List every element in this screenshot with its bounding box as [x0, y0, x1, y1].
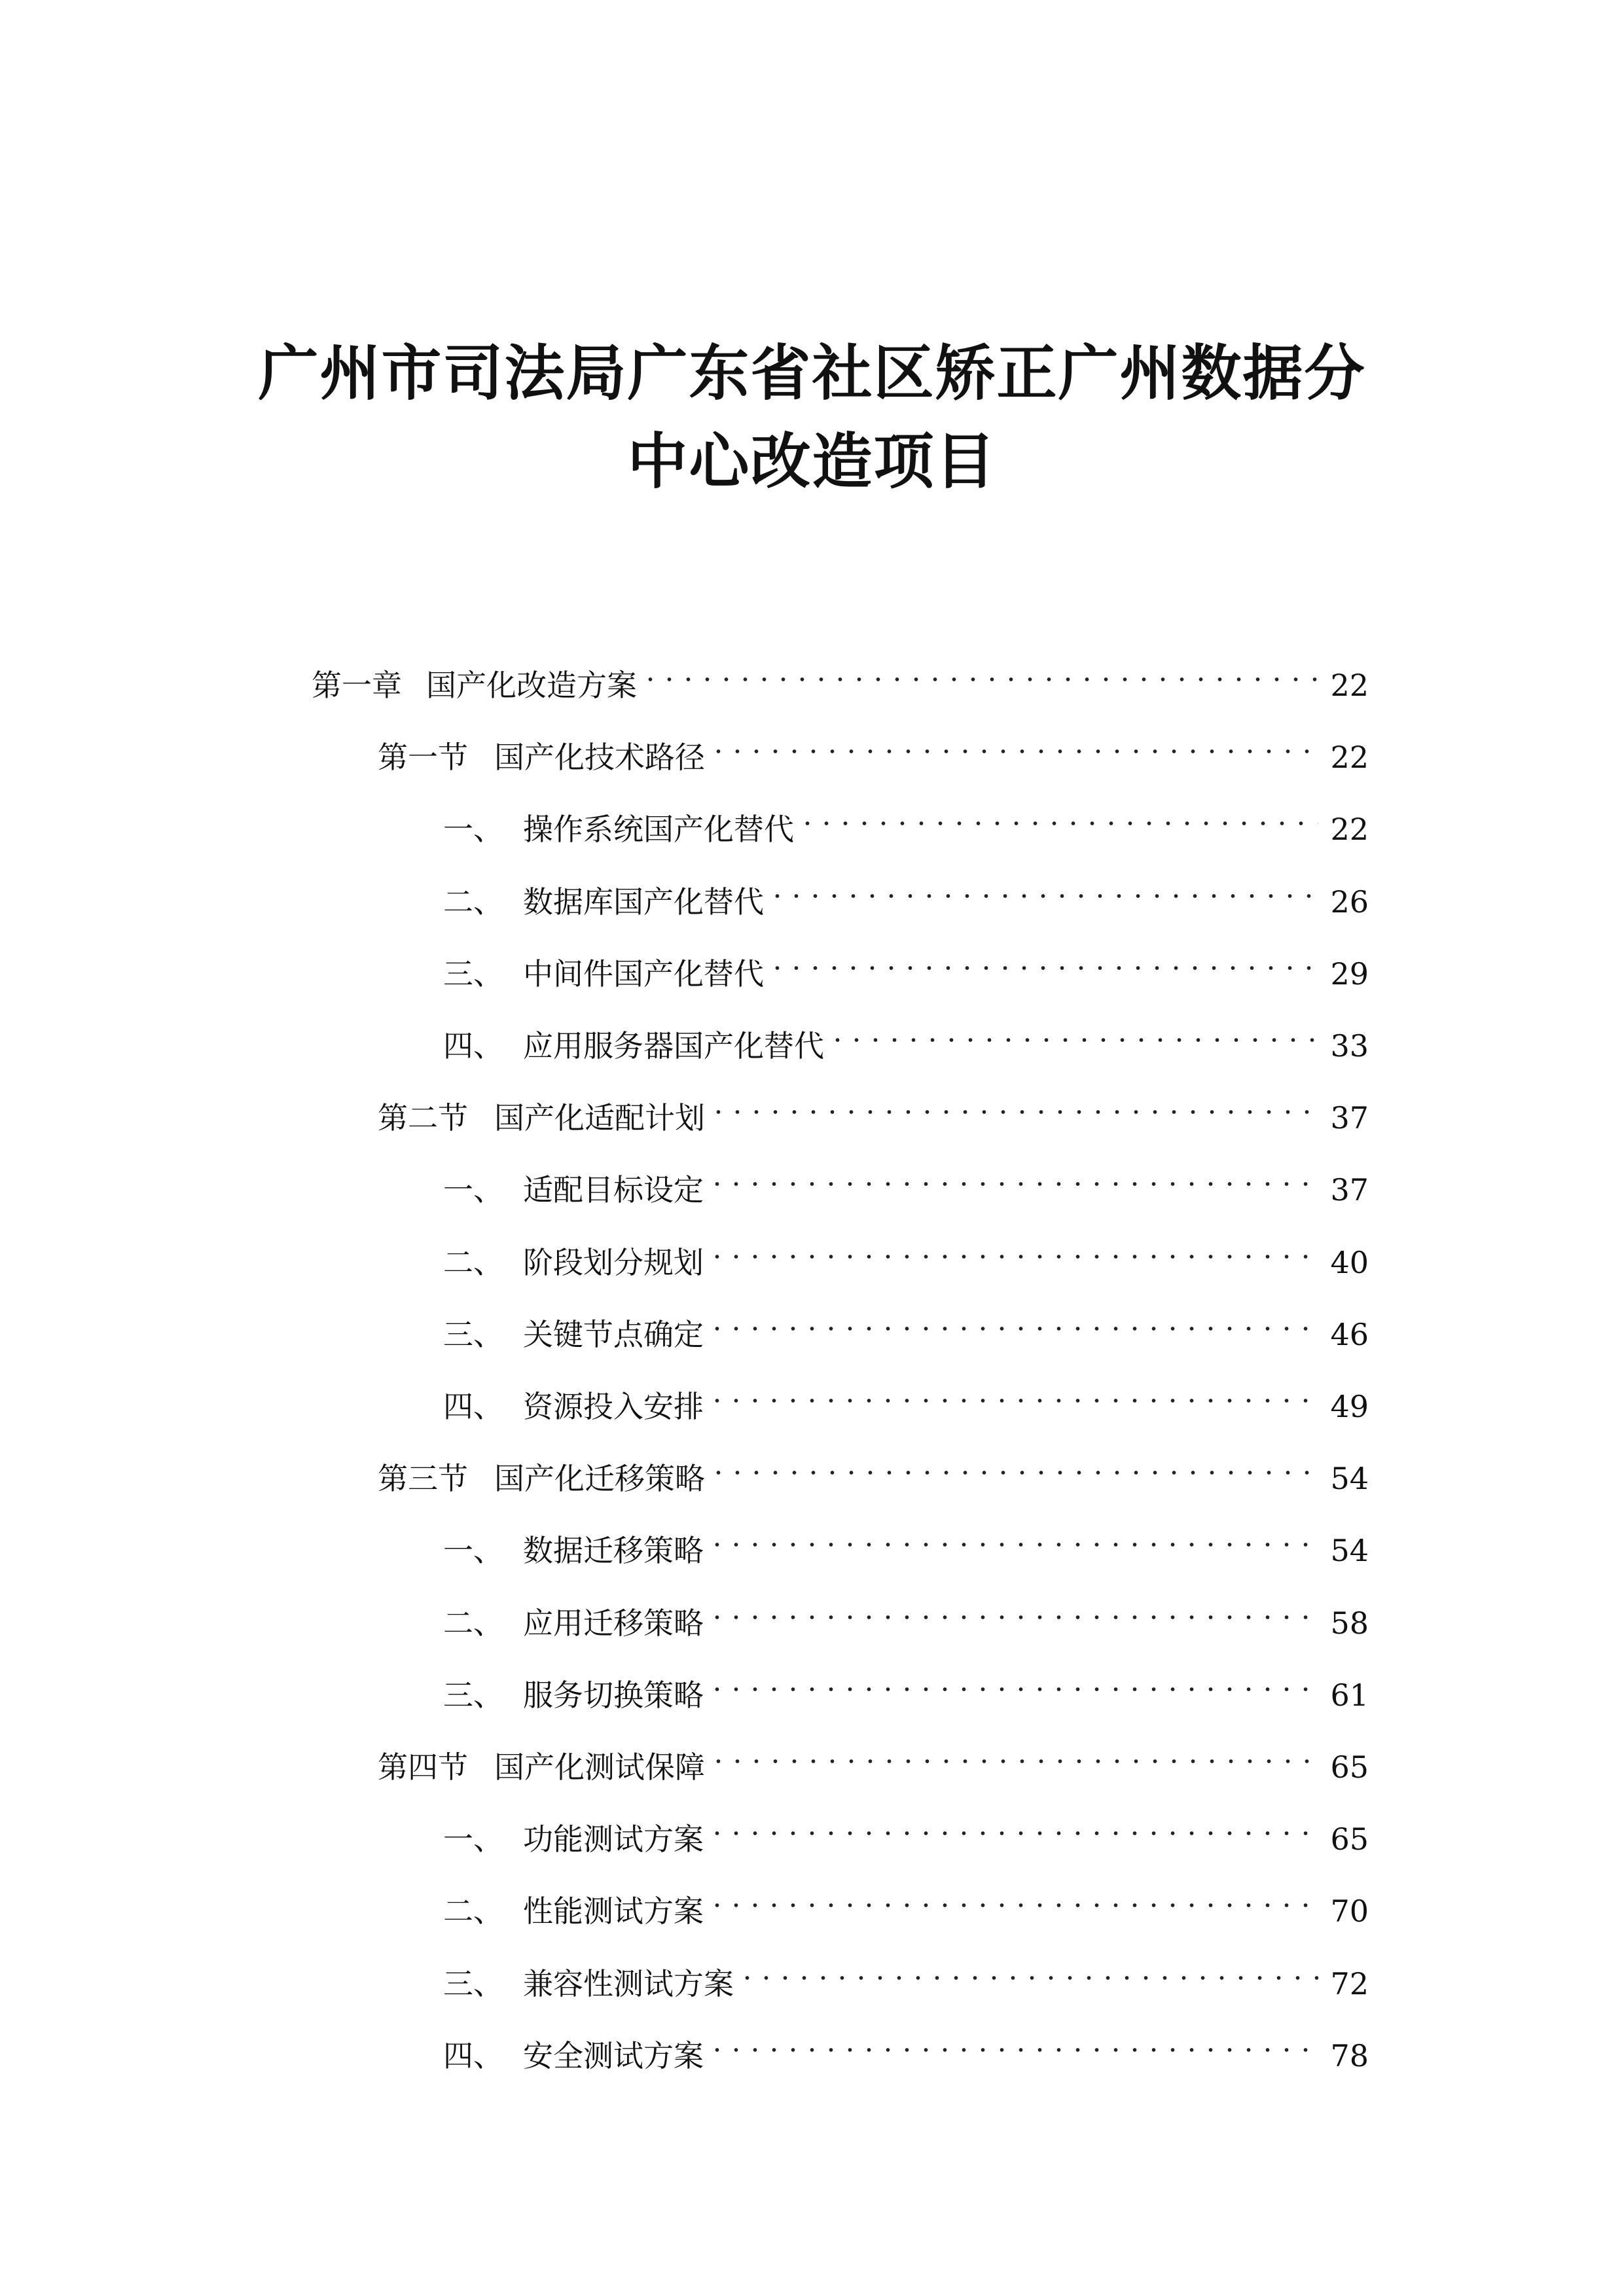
toc-leader-dots [708, 1804, 1318, 1850]
toc-entry[interactable] [378, 722, 1369, 776]
toc-entry-label: 兼容性测试方案 [523, 1965, 734, 2001]
toc-entry-page-number: 78 [1330, 2037, 1369, 2073]
toc-entry-number: 二、 [443, 884, 503, 920]
toc-leader-dots [738, 1948, 1318, 1994]
toc-entry-number: 一、 [443, 1821, 503, 1857]
toc-entry-label: 国产化技术路径 [494, 740, 705, 776]
toc-entry-number: 二、 [443, 1893, 503, 1929]
toc-entry[interactable] [443, 867, 1369, 920]
toc-entry[interactable] [443, 1660, 1369, 1713]
toc-entry[interactable] [443, 1948, 1369, 2001]
toc-entry-label: 功能测试方案 [523, 1821, 704, 1857]
toc-entry-label: 国产化测试保障 [494, 1749, 705, 1785]
toc-leader-dots [768, 939, 1318, 984]
toc-entry-number: 四、 [443, 1028, 503, 1064]
toc-entry[interactable] [378, 1732, 1369, 1785]
toc-entry-page-number: 37 [1330, 1100, 1369, 1136]
toc-leader-dots [708, 2020, 1318, 2066]
toc-entry-label: 国产化适配计划 [494, 1100, 705, 1136]
toc-leader-dots [708, 1660, 1318, 1706]
toc-entry-page-number: 33 [1330, 1028, 1369, 1064]
toc-leader-dots [708, 1371, 1318, 1417]
toc-entry-number: 二、 [443, 1244, 503, 1280]
toc-entry[interactable] [443, 2020, 1369, 2073]
toc-entry-label: 中间件国产化替代 [523, 956, 764, 992]
toc-leader-dots [708, 1299, 1318, 1345]
toc-entry-page-number: 54 [1330, 1461, 1369, 1497]
toc-entry-page-number: 72 [1330, 1965, 1369, 2001]
toc-entry[interactable] [443, 1371, 1369, 1424]
toc-entry[interactable] [443, 1011, 1369, 1064]
toc-entry-number: 三、 [443, 1316, 503, 1352]
toc-entry[interactable] [443, 1515, 1369, 1569]
toc-entry[interactable] [443, 1299, 1369, 1352]
toc-leader-dots [708, 1588, 1318, 1634]
toc-entry-number: 第二节 [378, 1100, 468, 1136]
toc-entry[interactable] [443, 1804, 1369, 1857]
toc-entry[interactable] [378, 1083, 1369, 1136]
toc-leader-dots [708, 1155, 1318, 1200]
toc-leader-dots [708, 1515, 1318, 1561]
toc-entry-page-number: 65 [1330, 1821, 1369, 1857]
toc-entry[interactable] [443, 1155, 1369, 1208]
toc-entry-label: 数据迁移策略 [523, 1533, 704, 1569]
toc-entry-label: 安全测试方案 [523, 2037, 704, 2073]
toc-entry[interactable] [443, 939, 1369, 992]
toc-entry-page-number: 58 [1330, 1605, 1369, 1641]
toc-entry-label: 操作系统国产化替代 [523, 812, 794, 848]
toc-entry-page-number: 61 [1330, 1677, 1369, 1713]
toc-entry-label: 阶段划分规划 [523, 1244, 704, 1280]
toc-entry-number: 第四节 [378, 1749, 468, 1785]
toc-entry-page-number: 65 [1330, 1749, 1369, 1785]
toc-entry-label: 应用服务器国产化替代 [523, 1028, 824, 1064]
toc-entry-page-number: 22 [1330, 668, 1369, 703]
toc-entry-page-number: 49 [1330, 1389, 1369, 1424]
toc-leader-dots [708, 1876, 1318, 1922]
toc-entry-label: 资源投入安排 [523, 1389, 704, 1424]
toc-entry-page-number: 22 [1330, 812, 1369, 848]
toc-entry[interactable] [312, 650, 1369, 703]
toc-entry-label: 关键节点确定 [523, 1316, 704, 1352]
toc-entry-page-number: 40 [1330, 1244, 1369, 1280]
toc-entry[interactable] [443, 1588, 1369, 1641]
toc-leader-dots [828, 1011, 1318, 1056]
toc-entry-label: 国产化改造方案 [426, 668, 637, 703]
toc-entry-number: 第三节 [378, 1461, 468, 1497]
toc-entry-number: 四、 [443, 2037, 503, 2073]
toc-leader-dots [798, 794, 1318, 840]
toc-entry-number: 四、 [443, 1389, 503, 1424]
toc-entry-number: 三、 [443, 1677, 503, 1713]
toc-entry-page-number: 37 [1330, 1172, 1369, 1208]
toc-entry-label: 服务切换策略 [523, 1677, 704, 1713]
toc-entry-number: 一、 [443, 1172, 503, 1208]
toc-entry[interactable] [443, 794, 1369, 848]
toc-entry-number: 第一节 [378, 740, 468, 776]
toc-entry-label: 性能测试方案 [523, 1893, 704, 1929]
document-title-line-2: 中心改造项目 [627, 427, 997, 497]
toc-entry[interactable] [378, 1443, 1369, 1497]
toc-entry-page-number: 46 [1330, 1316, 1369, 1352]
toc-leader-dots [709, 722, 1318, 768]
toc-entry-number: 三、 [443, 1965, 503, 2001]
toc-leader-dots [708, 1227, 1318, 1273]
toc-leader-dots [709, 1083, 1318, 1128]
toc-leader-dots [709, 1732, 1318, 1778]
toc-entry-label: 应用迁移策略 [523, 1605, 704, 1641]
toc-entry-number: 一、 [443, 812, 503, 848]
toc-entry-page-number: 26 [1330, 884, 1369, 920]
document-title-line-1: 广州市司法局广东省社区矫正广州数据分 [258, 338, 1366, 408]
toc-entry[interactable] [443, 1876, 1369, 1929]
toc-entry-label: 国产化迁移策略 [494, 1461, 705, 1497]
toc-entry-number: 一、 [443, 1533, 503, 1569]
toc-entry-number: 第一章 [312, 668, 402, 703]
toc-entry[interactable] [443, 1227, 1369, 1280]
toc-entry-page-number: 29 [1330, 956, 1369, 992]
toc-entry-label: 数据库国产化替代 [523, 884, 764, 920]
toc-entry-page-number: 22 [1330, 740, 1369, 776]
toc-leader-dots [709, 1443, 1318, 1489]
toc-leader-dots [641, 650, 1318, 696]
toc-entry-page-number: 70 [1330, 1893, 1369, 1929]
toc-leader-dots [768, 867, 1318, 912]
toc-entry-page-number: 54 [1330, 1533, 1369, 1569]
toc-entry-label: 适配目标设定 [523, 1172, 704, 1208]
toc-entry-number: 三、 [443, 956, 503, 992]
toc-entry-number: 二、 [443, 1605, 503, 1641]
